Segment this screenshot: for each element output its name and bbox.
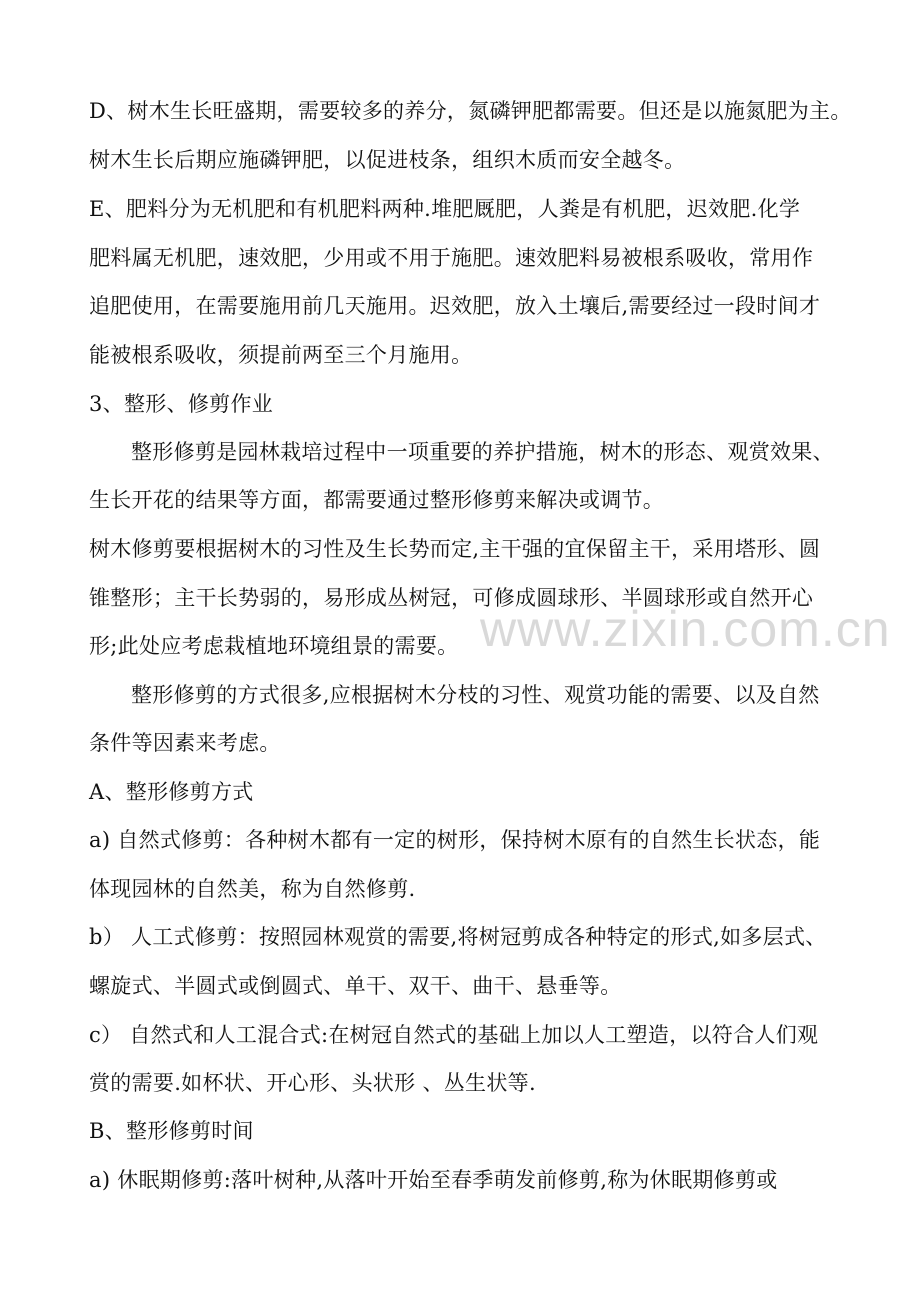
text-line: 赏的需要.如杯状、开心形、头状形 、丛生状等.	[89, 1071, 536, 1095]
section-heading: 3、整形、修剪作业	[89, 392, 274, 416]
text-line: 形;此处应考虑栽植地环境组景的需要。	[89, 634, 459, 658]
text-line: 树木修剪要根据树木的习性及生长势而定,主干强的宜保留主干，采用塔形、圆	[89, 537, 821, 561]
text-line: 树木生长后期应施磷钾肥，以促进枝条，组织木质而安全越冬。	[89, 148, 686, 172]
text-line: c） 自然式和人工混合式:在树冠自然式的基础上加以人工塑造，以符合人们观	[89, 1023, 819, 1047]
text-line: 锥整形；主干长势弱的，易形成丛树冠，可修成圆球形、半圆球形或自然开心	[89, 586, 814, 610]
text-line: 追肥使用，在需要施用前几天施用。迟效肥，放入土壤后,需要经过一段时间才	[89, 294, 821, 318]
subheading: A、整形修剪方式	[89, 780, 254, 804]
text-line: 整形修剪是园林栽培过程中一项重要的养护措施，树木的形态、观赏效果、	[131, 440, 834, 464]
text-line: b） 人工式修剪：按照园林观赏的需要,将树冠剪成各种特定的形式,如多层式、	[89, 925, 827, 949]
text-line: 体现园林的自然美，称为自然修剪.	[89, 877, 416, 901]
text-line: D、树木生长旺盛期，需要较多的养分，氮磷钾肥都需要。但还是以施氮肥为主。	[89, 99, 852, 123]
watermark-text: www.zixin.com.cn	[480, 601, 891, 657]
text-line: 生长开花的结果等方面，都需要通过整形修剪来解决或调节。	[89, 488, 665, 512]
text-line: 肥料属无机肥，速效肥，少用或不用于施肥。速效肥料易被根系吸收，常用作	[89, 246, 814, 270]
text-line: 整形修剪的方式很多,应根据树木分枝的习性、观赏功能的需要、以及自然	[131, 683, 820, 707]
text-line: E、肥料分为无机肥和有机肥料两种.堆肥厩肥，人粪是有机肥，迟效肥.化学	[89, 197, 801, 221]
text-line: a) 休眠期修剪:落叶树种,从落叶开始至春季萌发前修剪,称为休眠期修剪或	[89, 1168, 778, 1192]
text-line: 条件等因素来考虑。	[89, 731, 281, 755]
subheading: B、整形修剪时间	[89, 1119, 254, 1143]
text-line: 螺旋式、半圆式或倒圆式、单干、双干、曲干、悬垂等。	[89, 974, 622, 998]
text-line: a) 自然式修剪：各种树木都有一定的树形，保持树木原有的自然生长状态，能	[89, 828, 821, 852]
text-line: 能被根系吸收，须提前两至三个月施用。	[89, 343, 473, 367]
